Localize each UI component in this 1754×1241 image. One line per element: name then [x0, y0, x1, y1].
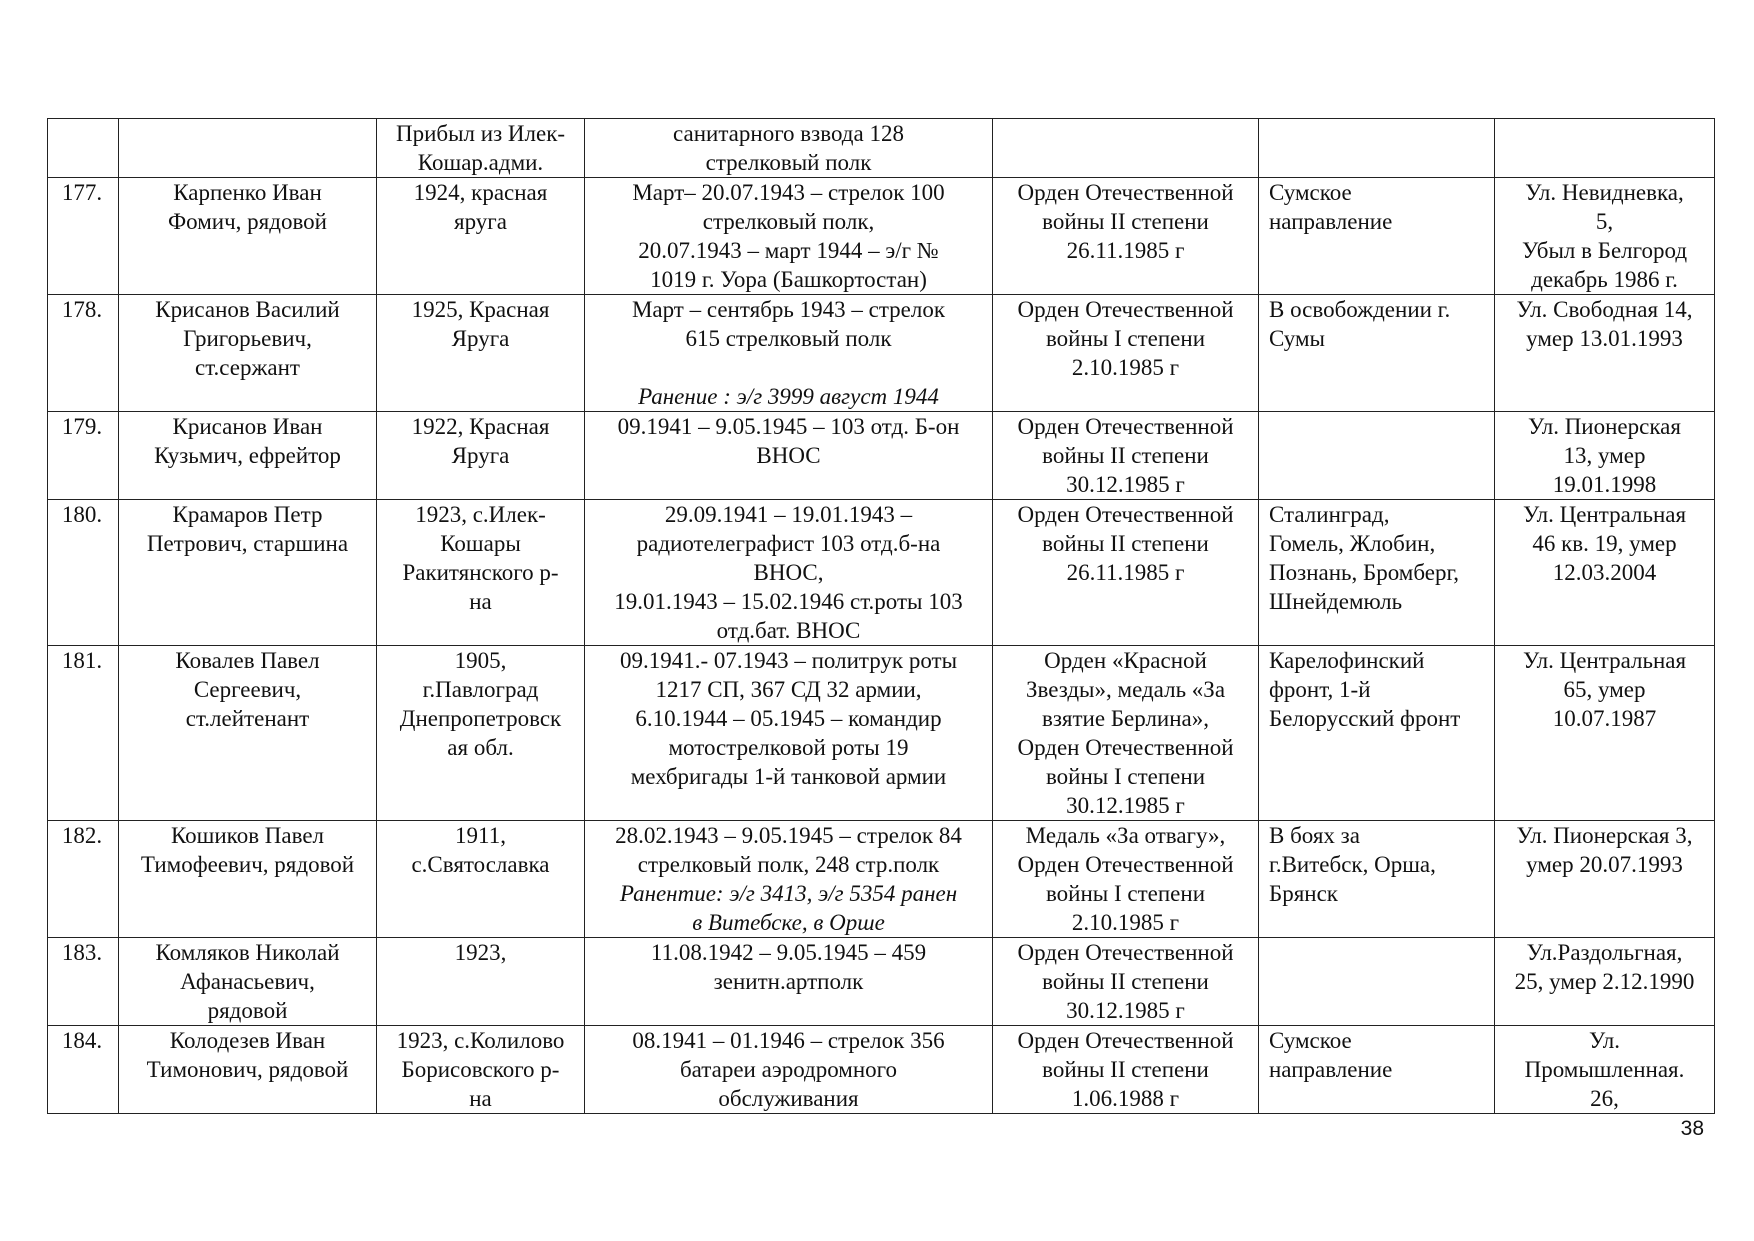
cell-birth-place [377, 412, 585, 500]
cell-line: 19.01.1998 [1552, 472, 1657, 497]
cell-line: Ковалев Павел [175, 648, 320, 673]
cell-line: Кошары [440, 531, 521, 556]
cell-line: стрелковый полк, [702, 209, 875, 234]
cell-line: Крисанов Василий [155, 297, 340, 322]
cell-line: умер 13.01.1993 [1526, 326, 1683, 351]
table-body [48, 119, 1715, 1114]
cell-name-rank [119, 500, 377, 646]
cell-line: 615 стрелковый полк [685, 326, 892, 351]
cell-line: войны II степени [1042, 443, 1209, 468]
cell-address [1495, 646, 1715, 821]
cell-line: Яруга [451, 443, 510, 468]
cell-line: 26.11.1985 г [1066, 560, 1185, 585]
cell-line: Познань, Бромберг, [1269, 560, 1460, 585]
cell-line: войны I степени [1045, 326, 1206, 351]
cell-number: 181. [48, 646, 119, 821]
table-row [48, 119, 1715, 178]
cell-line: Ракитянского р- [402, 560, 559, 585]
cell-line: Сталинград, [1269, 502, 1390, 527]
cell-line: Кошиков Павел [170, 823, 325, 848]
cell-service [585, 821, 993, 938]
cell-award [993, 119, 1259, 178]
cell-line: Прибыл из Илек- [395, 121, 566, 146]
cell-name-rank [119, 646, 377, 821]
cell-service [585, 938, 993, 1026]
cell-address [1495, 178, 1715, 295]
cell-line: 1925, Красная [411, 297, 550, 322]
cell-line: войны I степени [1045, 764, 1206, 789]
cell-line: ст.лейтенант [185, 706, 310, 731]
cell-birth-place [377, 500, 585, 646]
cell-line: Кошар.адми. [417, 150, 544, 175]
cell-line: Орден Отечественной [1017, 180, 1234, 205]
cell-line: мехбригады 1-й танковой армии [630, 764, 947, 789]
cell-battles [1259, 295, 1495, 412]
cell-name-rank [119, 178, 377, 295]
cell-line: Ул. Центральная [1522, 648, 1687, 673]
cell-birth-place [377, 821, 585, 938]
cell-number: 180. [48, 500, 119, 646]
cell-line: Убыл в Белгород [1521, 238, 1688, 263]
cell-number: 182. [48, 821, 119, 938]
cell-award [993, 412, 1259, 500]
cell-service [585, 119, 993, 178]
cell-line: на [469, 589, 492, 614]
cell-line: стрелковый полк, 248 стр.полк [637, 852, 940, 877]
cell-line: 26, [1590, 1086, 1619, 1111]
cell-name-rank [119, 938, 377, 1026]
cell-line: мотострелковой роты 19 [668, 735, 909, 760]
cell-line: 12.03.2004 [1552, 560, 1657, 585]
cell-line: радиотелеграфист 103 отд.б-на [636, 531, 941, 556]
cell-name-rank [119, 412, 377, 500]
cell-line: 09.1941 – 9.05.1945 – 103 отд. Б-он [617, 414, 960, 439]
cell-line: 1923, с.Илек- [415, 502, 546, 527]
cell-line: Тимофеевич, рядовой [140, 852, 355, 877]
cell-line: 20.07.1943 – март 1944 – э/г № [638, 238, 939, 263]
table-row [48, 938, 1715, 1026]
cell-line: Орден Отечественной [1017, 502, 1234, 527]
cell-line: Медаль «За отвагу», [1025, 823, 1226, 848]
cell-line: Ул. Невидневка, [1525, 180, 1684, 205]
cell-line: 1923, с.Колилово [396, 1028, 565, 1053]
cell-line: Афанасьевич, [180, 969, 315, 994]
cell-line: Орден Отечественной [1017, 1028, 1234, 1053]
cell-line: Кузьмич, ефрейтор [154, 443, 341, 468]
cell-address [1495, 821, 1715, 938]
cell-line: Ул. Центральная [1522, 502, 1687, 527]
cell-line: Март – сентябрь 1943 – стрелок [631, 297, 946, 322]
cell-battles [1259, 821, 1495, 938]
table-row [48, 646, 1715, 821]
cell-birth-place [377, 938, 585, 1026]
cell-line: 1924, красная [413, 180, 548, 205]
cell-line: г.Павлоград [422, 677, 539, 702]
cell-line: Орден «Красной [1044, 648, 1207, 673]
cell-line: Карелофинский [1269, 648, 1425, 673]
cell-line: направление [1269, 209, 1393, 234]
cell-line: В боях за [1269, 823, 1360, 848]
cell-line: Звезды», медаль «За [1025, 677, 1226, 702]
cell-battles [1259, 119, 1495, 178]
cell-line: батареи аэродромного [679, 1057, 898, 1082]
cell-line: ст.сержант [195, 355, 300, 380]
cell-birth-place [377, 119, 585, 178]
veterans-table [47, 118, 1715, 1114]
cell-line: войны II степени [1042, 531, 1209, 556]
cell-line: 29.09.1941 – 19.01.1943 – [664, 502, 913, 527]
cell-line: Сумы [1269, 326, 1325, 351]
cell-battles [1259, 938, 1495, 1026]
table-row [48, 1026, 1715, 1114]
cell-line: ая обл. [447, 735, 514, 760]
cell-line: Крисанов Иван [172, 414, 323, 439]
cell-line: 1923, [454, 940, 507, 965]
cell-line: войны II степени [1042, 969, 1209, 994]
table-row [48, 178, 1715, 295]
cell-service [585, 295, 993, 412]
cell-line: 26.11.1985 г [1066, 238, 1185, 263]
cell-line: Крамаров Петр [172, 502, 323, 527]
cell-line: 2.10.1985 г [1071, 910, 1180, 935]
cell-address [1495, 412, 1715, 500]
cell-line: рядовой [207, 998, 288, 1023]
cell-line: яруга [454, 209, 507, 234]
cell-line: Яруга [451, 326, 510, 351]
cell-line: 11.08.1942 – 9.05.1945 – 459 [650, 940, 927, 965]
cell-number: 183. [48, 938, 119, 1026]
cell-line: 30.12.1985 г [1066, 472, 1185, 497]
cell-line: 1019 г. Уора (Башкортостан) [650, 267, 927, 292]
cell-name-rank [119, 119, 377, 178]
cell-note-line: Ранение : э/г 3999 август 1944 [638, 384, 939, 409]
cell-battles [1259, 646, 1495, 821]
cell-line: Брянск [1269, 881, 1338, 906]
cell-line: Тимонович, рядовой [146, 1057, 349, 1082]
cell-battles [1259, 412, 1495, 500]
cell-address [1495, 500, 1715, 646]
cell-line: Ул. Пионерская [1528, 414, 1681, 439]
cell-line: 30.12.1985 г [1066, 793, 1185, 818]
cell-service [585, 500, 993, 646]
cell-line: Борисовского р- [401, 1057, 560, 1082]
table-row [48, 500, 1715, 646]
cell-line: ВНОС [756, 443, 821, 468]
cell-line: 28.02.1943 – 9.05.1945 – стрелок 84 [615, 823, 962, 848]
cell-name-rank [119, 821, 377, 938]
cell-line: 5, [1595, 209, 1614, 234]
cell-award [993, 500, 1259, 646]
table-row [48, 295, 1715, 412]
cell-line: войны II степени [1042, 209, 1209, 234]
cell-line: взятие Берлина», [1041, 706, 1209, 731]
cell-line: Белорусский фронт [1269, 706, 1461, 731]
cell-birth-place [377, 178, 585, 295]
cell-line: 10.07.1987 [1552, 706, 1657, 731]
cell-line: направление [1269, 1057, 1393, 1082]
cell-birth-place [377, 295, 585, 412]
cell-birth-place [377, 1026, 585, 1114]
cell-line: 1905, [454, 648, 507, 673]
cell-line: Ул. [1589, 1028, 1620, 1053]
page-number: 38 [1680, 1117, 1704, 1140]
cell-line: 65, умер [1563, 677, 1646, 702]
cell-line: 1.06.1988 г [1071, 1086, 1180, 1111]
cell-line: обслуживания [718, 1086, 859, 1111]
cell-line: Ул. Свободная 14, [1516, 297, 1693, 322]
cell-number: 184. [48, 1026, 119, 1114]
cell-line: ВНОС, [753, 560, 824, 585]
cell-line: 1217 СП, 367 СД 32 армии, [655, 677, 922, 702]
cell-line: Шнейдемюль [1269, 589, 1403, 614]
cell-line: Сумское [1269, 180, 1352, 205]
table-row [48, 821, 1715, 938]
cell-line: Март– 20.07.1943 – стрелок 100 [632, 180, 945, 205]
cell-award [993, 938, 1259, 1026]
cell-line: 19.01.1943 – 15.02.1946 ст.роты 103 [614, 589, 963, 614]
table-row [48, 412, 1715, 500]
cell-line: 1922, Красная [411, 414, 550, 439]
cell-line: стрелковый полк [705, 150, 872, 175]
cell-line: 25, умер 2.12.1990 [1514, 969, 1695, 994]
cell-line: войны II степени [1042, 1057, 1209, 1082]
cell-service [585, 1026, 993, 1114]
cell-note-line: Ранентие: э/г 3413, э/г 5354 ранен [619, 881, 958, 906]
cell-line: с.Святославка [411, 852, 550, 877]
cell-line: Сумское [1269, 1028, 1352, 1053]
cell-address [1495, 119, 1715, 178]
cell-number: 178. [48, 295, 119, 412]
cell-line: Ул.Раздольгная, [1526, 940, 1683, 965]
cell-line: Орден Отечественной [1017, 297, 1234, 322]
cell-line: фронт, 1-й [1269, 677, 1371, 702]
cell-address [1495, 938, 1715, 1026]
cell-battles [1259, 1026, 1495, 1114]
cell-name-rank [119, 1026, 377, 1114]
cell-line: Комляков Николай [155, 940, 340, 965]
cell-line: санитарного взвода 128 [673, 121, 904, 146]
cell-line: 08.1941 – 01.1946 – стрелок 356 [632, 1028, 945, 1053]
cell-line: 2.10.1985 г [1071, 355, 1180, 380]
cell-line: декабрь 1986 г. [1531, 267, 1678, 292]
cell-line: Орден Отечественной [1017, 735, 1234, 760]
cell-award [993, 178, 1259, 295]
cell-line: г.Витебск, Орша, [1269, 852, 1436, 877]
cell-line: 13, умер [1563, 443, 1646, 468]
cell-service [585, 646, 993, 821]
cell-birth-place [377, 646, 585, 821]
cell-line: Сергеевич, [193, 677, 302, 702]
cell-name-rank [119, 295, 377, 412]
cell-line: 46 кв. 19, умер [1532, 531, 1677, 556]
cell-award [993, 821, 1259, 938]
cell-battles [1259, 178, 1495, 295]
cell-line: В освобождении г. [1269, 297, 1451, 322]
cell-line: зенитн.артполк [713, 969, 864, 994]
cell-line: войны I степени [1045, 881, 1206, 906]
cell-line: Орден Отечественной [1017, 940, 1234, 965]
cell-line: отд.бат. ВНОС [716, 618, 861, 643]
cell-number: 179. [48, 412, 119, 500]
cell-battles [1259, 500, 1495, 646]
cell-award [993, 646, 1259, 821]
cell-line: Орден Отечественной [1017, 414, 1234, 439]
cell-line: Днепропетровск [399, 706, 562, 731]
cell-line: Промышленная. [1524, 1057, 1685, 1082]
cell-line: Ул. Пионерская 3, [1516, 823, 1693, 848]
cell-address [1495, 295, 1715, 412]
cell-line: Григорьевич, [183, 326, 312, 351]
cell-service [585, 178, 993, 295]
cell-number [48, 119, 119, 178]
cell-line: 6.10.1944 – 05.1945 – командир [635, 706, 942, 731]
cell-line: Петрович, старшина [146, 531, 349, 556]
cell-line: Карпенко Иван [173, 180, 322, 205]
cell-note-line: в Витебске, в Орше [692, 910, 885, 935]
cell-line: Фомич, рядовой [168, 209, 327, 234]
cell-line: на [469, 1086, 492, 1111]
cell-number: 177. [48, 178, 119, 295]
cell-line: 1911, [455, 823, 506, 848]
cell-line: 30.12.1985 г [1066, 998, 1185, 1023]
cell-line: Колодезев Иван [169, 1028, 326, 1053]
cell-line: умер 20.07.1993 [1526, 852, 1683, 877]
cell-service [585, 412, 993, 500]
cell-line: Орден Отечественной [1017, 852, 1234, 877]
cell-line: Гомель, Жлобин, [1269, 531, 1436, 556]
cell-address [1495, 1026, 1715, 1114]
cell-award [993, 295, 1259, 412]
cell-line: 09.1941.- 07.1943 – политрук роты [619, 648, 958, 673]
cell-award [993, 1026, 1259, 1114]
